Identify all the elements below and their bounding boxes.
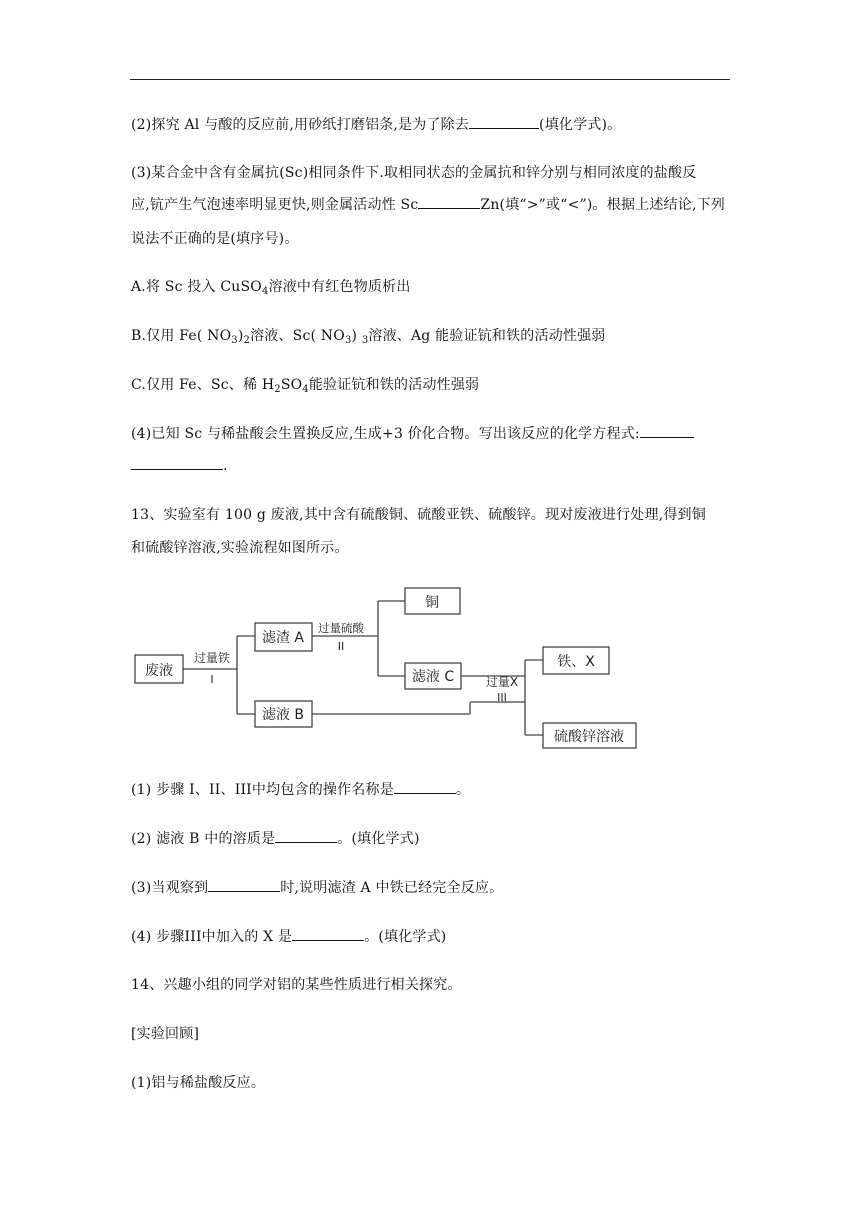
- answer-blank[interactable]: [394, 779, 456, 794]
- q12-part3-line3: 说法不正确的是(填序号)。: [131, 231, 299, 247]
- q13-step2: (2) 滤液 B 中的溶质是 。(填化学式): [131, 828, 420, 848]
- option-c: C.仅用 Fe、Sc、稀 $H_2SO_4$能验证钪和铁的活动性强弱: [131, 377, 480, 395]
- answer-blank[interactable]: [292, 926, 364, 941]
- option-b: B.仅用 Fe( $NO_3)_2$溶液、Sc( $NO_3$) $_3$溶液、Ag 能验证钪和铁的活动性强弱: [131, 328, 606, 346]
- answer-blank[interactable]: [469, 114, 539, 129]
- option-a: A.将 Sc 投入 CuSO$_4$溶液中有红色物质析出: [131, 279, 411, 297]
- q13-step1: (1) 步骤 I、II、III中均包含的操作名称是 。: [131, 779, 470, 799]
- label-lvzha-a: 滤渣 A: [261, 630, 305, 646]
- answer-blank[interactable]: [208, 877, 280, 892]
- q12-part2: (2)探究 Al 与酸的反应前,用砂纸打磨铝条,是为了除去 (填化学式)。: [131, 114, 621, 134]
- label-lvye-c: 滤液 C: [411, 669, 455, 685]
- label-step1-num: I: [210, 673, 214, 686]
- q12-part4-line1: (4)已知 Sc 与稀盐酸会生置换反应,生成+3 价化合物。写出该反应的化学方程式:: [131, 423, 694, 443]
- label-tong: 铜: [425, 595, 439, 611]
- label-znso4: 硫酸锌溶液: [554, 729, 624, 745]
- q12-part3-line2: 应,钪产生气泡速率明显更快,则金属活动性 Sc Zn(填“>”或“<”)。根据上述结论,下列: [131, 194, 725, 214]
- answer-blank[interactable]: [418, 194, 480, 209]
- q14-stem: 14、兴趣小组的同学对铝的某些性质进行相关探究。: [131, 977, 462, 993]
- label-step1: 过量铁: [193, 651, 231, 665]
- label-lvye-b: 滤液 B: [261, 707, 305, 723]
- q14-section-heading: [实验回顾]: [131, 1026, 200, 1042]
- label-step2: 过量硫酸: [318, 621, 364, 635]
- label-tie-x: 铁、X: [557, 654, 595, 670]
- q13-stem-line2: 和硫酸锌溶液,实验流程如图所示。: [131, 540, 349, 556]
- answer-blank[interactable]: [275, 828, 337, 843]
- label-step3-num: III: [497, 691, 507, 704]
- q12-part3-line1: (3)某合金中含有金属抗(Sc)相同条件下.取相同状态的金属抗和锌分别与相同浓度的盐酸反: [131, 165, 697, 181]
- q14-part1: (1)铝与稀盐酸反应。: [131, 1075, 266, 1091]
- answer-blank[interactable]: [131, 455, 223, 470]
- label-feiye: 废液: [145, 663, 173, 679]
- q12-part4-line2: .: [131, 455, 228, 474]
- q13-step4: (4) 步骤III中加入的 X 是 。(填化学式): [131, 926, 446, 946]
- label-step3: 过量X: [485, 675, 519, 689]
- q13-stem-line1: 13、实验室有 100 g 废液,其中含有硫酸铜、硫酸亚铁、硫酸锌。现对废液进行处理,得到铜: [131, 507, 706, 523]
- answer-blank[interactable]: [640, 423, 694, 438]
- process-flowchart: [130, 580, 650, 755]
- q13-step3: (3)当观察到 时,说明滤渣 A 中铁已经完全反应。: [131, 877, 503, 897]
- label-step2-num: II: [337, 640, 345, 653]
- header-rule: [130, 79, 730, 80]
